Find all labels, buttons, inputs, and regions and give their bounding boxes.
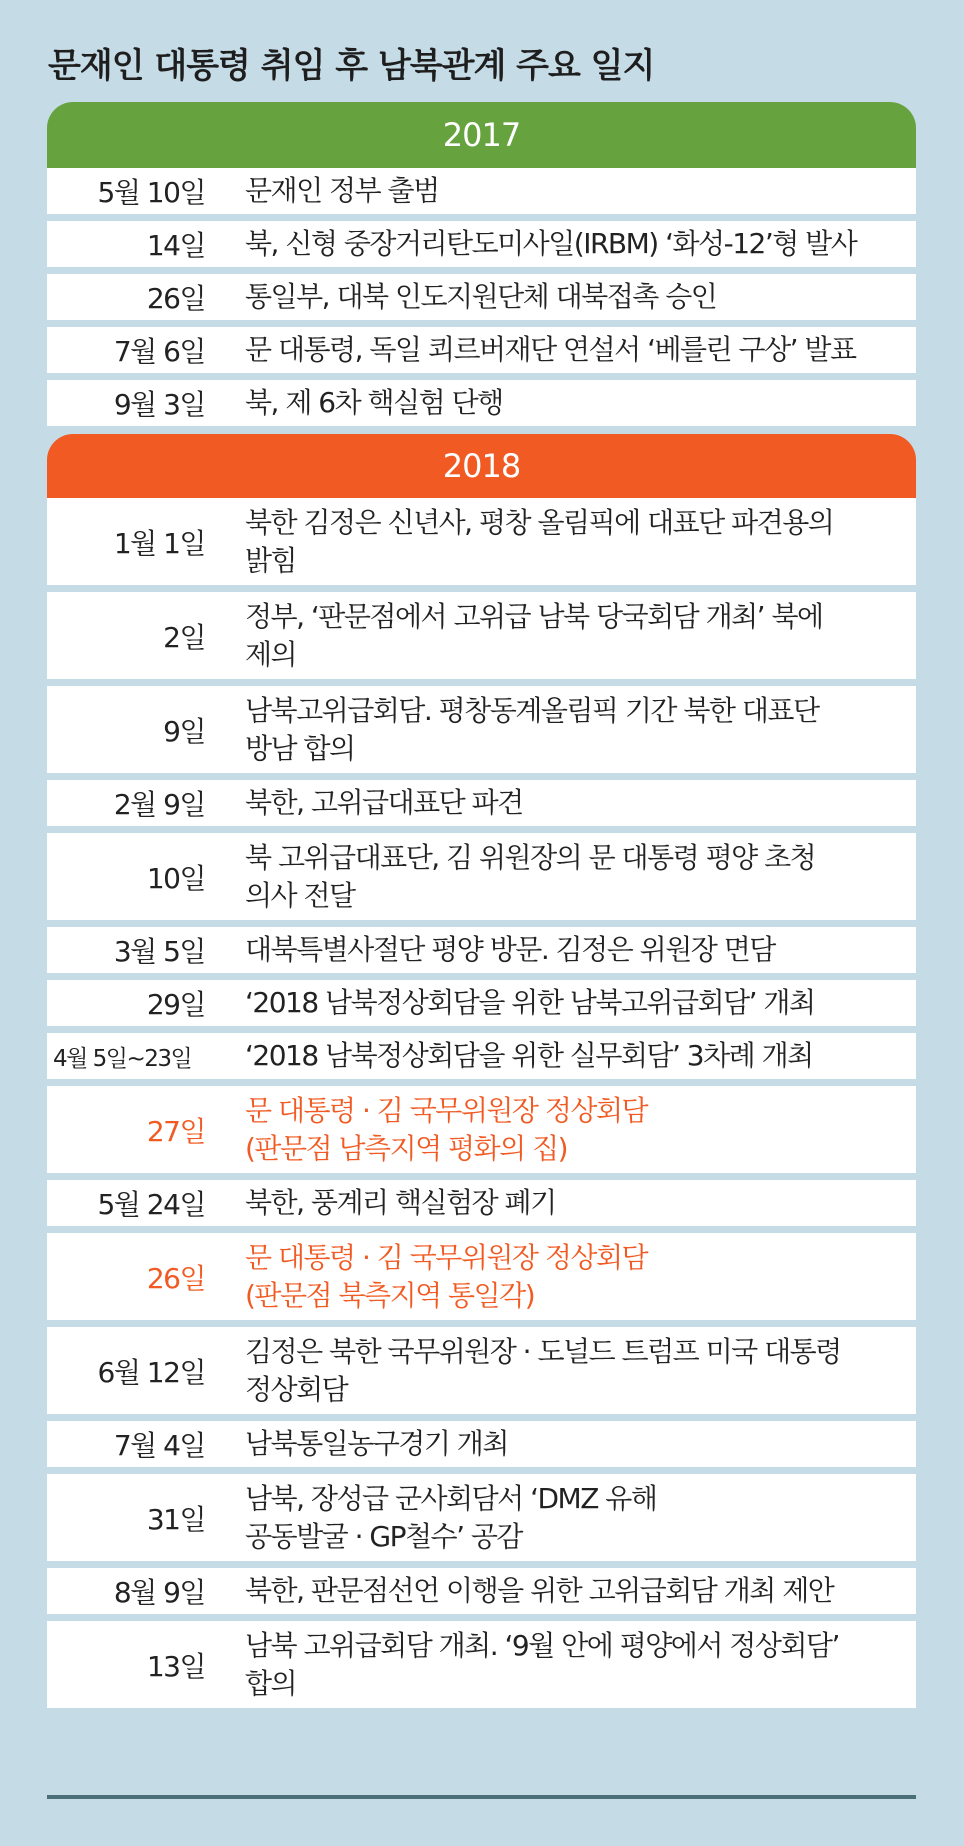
- list-item: [47, 592, 916, 679]
- event-date: 7월 4일: [113, 1429, 205, 1462]
- event-text: 남북고위급회담. 평창동계올림픽 기간 북한 대표단 방남 합의: [245, 693, 819, 765]
- timeline-table: [47, 102, 916, 1708]
- list-item: [47, 1621, 916, 1708]
- event-date: 5월 10일: [97, 176, 205, 209]
- year-section-2018: [47, 498, 916, 1708]
- event-text: ‘2018 남북정상회담을 위한 실무회담’ 3차례 개최: [245, 1039, 813, 1072]
- event-date: 2일: [163, 620, 205, 654]
- event-text: 정부, ‘판문점에서 고위급 남북 당국회담 개최’ 북에 제의: [245, 599, 823, 671]
- event-date: 8월 9일: [113, 1576, 205, 1609]
- event-text: 대북특별사절단 평양 방문. 김정은 위원장 면담: [245, 933, 775, 966]
- list-item: [47, 327, 916, 373]
- event-text: 문재인 정부 출범: [245, 174, 439, 207]
- event-date: 5월 24일: [97, 1188, 205, 1221]
- event-text: 남북 고위급회담 개최. ‘9월 안에 평양에서 정상회담’ 합의: [245, 1628, 839, 1700]
- bottom-divider: [47, 1795, 916, 1799]
- year-section-2017: [47, 168, 916, 426]
- event-date: 4월 5일~23일: [53, 1045, 192, 1072]
- event-date: 1월 1일: [113, 526, 205, 560]
- list-item: [47, 1180, 916, 1226]
- page-title: 문재인 대통령 취임 후 남북관계 주요 일지: [48, 46, 655, 86]
- event-text: 북 고위급대표단, 김 위원장의 문 대통령 평양 초청 의사 전달: [245, 840, 816, 912]
- list-item: [47, 927, 916, 973]
- list-item: [47, 221, 916, 267]
- event-date: 26일: [146, 282, 205, 315]
- event-date: 7월 6일: [113, 335, 205, 368]
- event-text: 북, 신형 중장거리탄도미사일(IRBM) ‘화성-12’형 발사: [245, 227, 857, 260]
- event-text: 북한, 고위급대표단 파견: [245, 786, 523, 819]
- event-text: 문 대통령 · 김 국무위원장 정상회담 (판문점 북측지역 통일각): [245, 1240, 648, 1312]
- list-item: [47, 833, 916, 920]
- event-text: 북한, 판문점선언 이행을 위한 고위급회담 개최 제안: [245, 1574, 834, 1607]
- event-date: 9일: [163, 714, 205, 748]
- list-item-highlight: [47, 1233, 916, 1320]
- list-item: [47, 780, 916, 826]
- event-text: 남북, 장성급 군사회담서 ‘DMZ 유해 공동발굴 · GP철수’ 공감: [245, 1481, 657, 1553]
- list-item: [47, 1327, 916, 1414]
- event-date: 13일: [146, 1649, 205, 1683]
- event-date: 9월 3일: [113, 388, 205, 421]
- event-date: 10일: [146, 861, 205, 895]
- event-date: 29일: [146, 988, 205, 1021]
- list-item: [47, 498, 916, 585]
- event-text: 북, 제 6차 핵실험 단행: [245, 386, 503, 419]
- list-item: [47, 274, 916, 320]
- event-text: 남북통일농구경기 개최: [245, 1427, 508, 1460]
- event-date: 27일: [146, 1114, 205, 1148]
- event-text: 문 대통령, 독일 쾨르버재단 연설서 ‘베를린 구상’ 발표: [245, 333, 856, 366]
- event-text: 북한, 풍계리 핵실험장 폐기: [245, 1186, 556, 1219]
- event-date: 14일: [146, 229, 205, 262]
- list-item: [47, 1421, 916, 1467]
- event-date: 6월 12일: [97, 1355, 205, 1389]
- year-header-2017: 2017: [47, 102, 916, 168]
- list-item: [47, 168, 916, 214]
- list-item: [47, 1474, 916, 1561]
- list-item: [47, 980, 916, 1026]
- list-item: [47, 380, 916, 426]
- event-date: 31일: [146, 1502, 205, 1536]
- list-item: [47, 686, 916, 773]
- event-text: 통일부, 대북 인도지원단체 대북접촉 승인: [245, 280, 717, 313]
- list-item: [47, 1033, 916, 1079]
- event-text: 북한 김정은 신년사, 평창 올림픽에 대표단 파견용의 밝힘: [245, 505, 834, 577]
- event-date: 2월 9일: [113, 788, 205, 821]
- list-item: [47, 1568, 916, 1614]
- year-header-2018: 2018: [47, 434, 916, 498]
- event-date: 26일: [146, 1261, 205, 1295]
- event-text: 문 대통령 · 김 국무위원장 정상회담 (판문점 남측지역 평화의 집): [245, 1093, 648, 1165]
- event-text: ‘2018 남북정상회담을 위한 남북고위급회담’ 개최: [245, 986, 815, 1019]
- event-text: 김정은 북한 국무위원장 · 도널드 트럼프 미국 대통령 정상회담: [245, 1334, 841, 1406]
- event-date: 3월 5일: [113, 935, 205, 968]
- list-item-highlight: [47, 1086, 916, 1173]
